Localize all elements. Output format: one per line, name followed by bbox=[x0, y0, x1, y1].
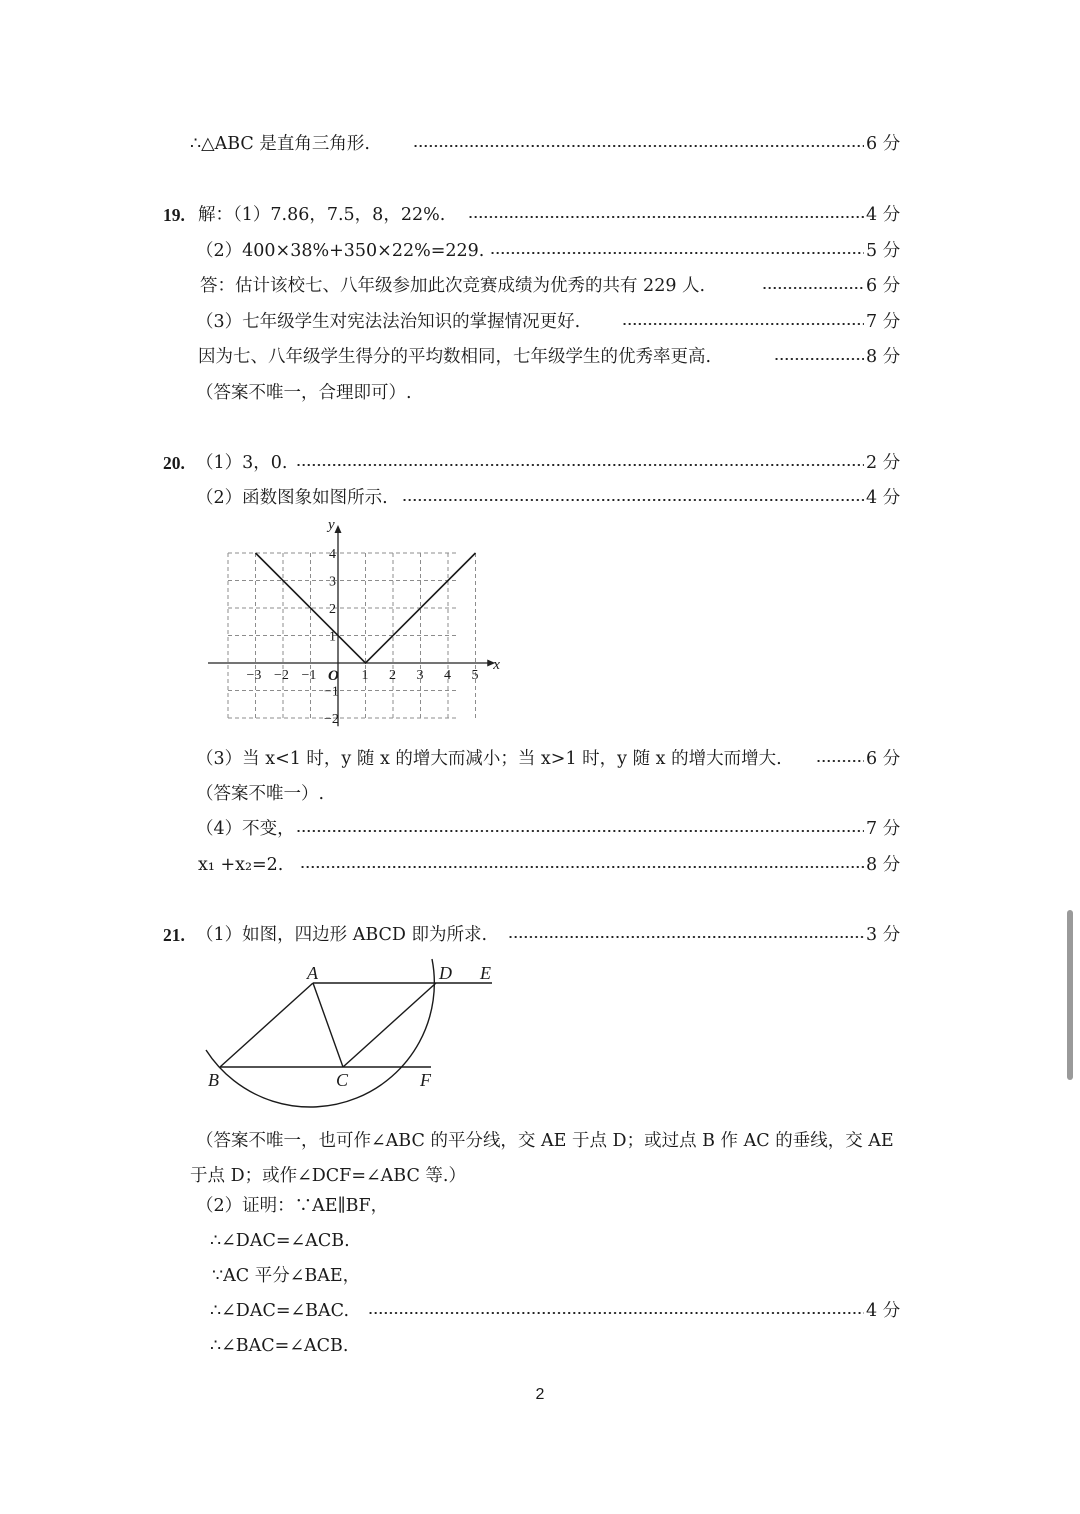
q20-note bbox=[0, 782, 1080, 806]
x-tick-label: 1 bbox=[361, 668, 369, 683]
q19-part1 bbox=[0, 203, 1080, 227]
score: 2 分 bbox=[866, 453, 901, 473]
answer-text: （1）如图，四边形 ABCD 即为所求. bbox=[196, 925, 488, 945]
x-tick-label: 5 bbox=[471, 668, 479, 683]
answer-text: （4）不变， bbox=[196, 819, 295, 839]
q21-step2 bbox=[0, 1264, 1080, 1288]
leader-dots bbox=[296, 825, 864, 837]
score: 4 分 bbox=[866, 488, 901, 508]
score: 6 分 bbox=[866, 749, 901, 769]
x-tick-label: 4 bbox=[444, 668, 451, 683]
y-tick-label: 4 bbox=[329, 547, 336, 562]
x-tick-label: −2 bbox=[274, 668, 289, 683]
leader-dots bbox=[816, 755, 864, 767]
q19-part2 bbox=[0, 239, 1080, 263]
score: 8 分 bbox=[866, 855, 901, 875]
question-number: 19. bbox=[163, 205, 185, 225]
conclusion-text: ∴△ABC 是直角三角形. bbox=[190, 134, 370, 154]
answer-text: （1）3，0. bbox=[196, 453, 288, 473]
leader-dots bbox=[402, 494, 864, 506]
q19-part3 bbox=[0, 310, 1080, 334]
y-axis-arrow bbox=[335, 525, 342, 533]
score: 6 分 bbox=[866, 276, 901, 296]
leader-dots bbox=[368, 1307, 864, 1319]
point-e-label: E bbox=[480, 963, 491, 983]
question-number: 20. bbox=[163, 453, 185, 473]
y-tick-label: 1 bbox=[329, 629, 336, 645]
tick-labels bbox=[247, 517, 501, 727]
q19-note bbox=[0, 381, 1080, 405]
q20-part3 bbox=[0, 747, 1080, 771]
point-b-label: B bbox=[208, 1070, 219, 1090]
x-axis-label: x bbox=[493, 657, 500, 673]
q20-part4 bbox=[0, 817, 1080, 841]
score: 4 分 bbox=[866, 205, 901, 225]
axes bbox=[208, 525, 495, 726]
q20-part1 bbox=[0, 451, 1080, 475]
leader-dots bbox=[300, 861, 864, 873]
x-tick-label: −3 bbox=[246, 668, 262, 683]
origin-label: O bbox=[328, 668, 339, 684]
score: 6 分 bbox=[866, 134, 901, 154]
question-number: 21. bbox=[163, 925, 185, 945]
x-tick-label: 2 bbox=[389, 668, 396, 683]
scrollbar[interactable] bbox=[1067, 910, 1073, 1080]
note-text: （答案不唯一，也可作∠ABC 的平分线，交 AE 于点 D；或过点 B 作 AC 的垂线，交 AE bbox=[196, 1131, 894, 1151]
point-c-label: C bbox=[336, 1070, 349, 1090]
leader-dots bbox=[622, 318, 864, 330]
note-text: 于点 D；或作∠DCF=∠ABC 等.） bbox=[190, 1166, 466, 1186]
proof-text: ∴∠DAC=∠ACB. bbox=[210, 1231, 350, 1251]
answer-text: 答：估计该校七、八年级参加此次竞赛成绩为优秀的共有 229 人. bbox=[200, 276, 706, 296]
answer-text: 因为七、八年级学生得分的平均数相同，七年级学生的优秀率更高. bbox=[198, 347, 712, 367]
q21-part2 bbox=[0, 1194, 1080, 1218]
score: 4 分 bbox=[866, 1301, 901, 1321]
q21-step1 bbox=[0, 1229, 1080, 1253]
proof-text: ∴∠DAC=∠BAC. bbox=[210, 1301, 350, 1321]
leader-dots bbox=[762, 282, 864, 294]
point-d-label: D bbox=[439, 963, 452, 983]
q20-sum bbox=[0, 853, 1080, 877]
q20-part2 bbox=[0, 486, 1080, 510]
score: 3 分 bbox=[866, 925, 901, 945]
proof-text: （2）证明：∵AE∥BF， bbox=[196, 1196, 389, 1216]
q19-answer bbox=[0, 274, 1080, 298]
note-text: （答案不唯一，合理即可）. bbox=[196, 383, 412, 403]
answer-text: （2）400×38%+350×22%=229. bbox=[196, 241, 485, 261]
score: 5 分 bbox=[866, 241, 901, 261]
line-conclusion-right-triangle bbox=[0, 132, 1080, 156]
leader-dots bbox=[490, 247, 864, 259]
leader-dots bbox=[774, 353, 864, 365]
answer-text: （3）当 x<1 时，y 随 x 的增大而减小；当 x>1 时，y 随 x 的增大而增大. bbox=[196, 749, 782, 769]
x-tick-label: −1 bbox=[301, 668, 317, 683]
y-axis-label: y bbox=[328, 517, 335, 533]
proof-text: ∴∠BAC=∠ACB. bbox=[210, 1336, 349, 1356]
answer-text: （3）七年级学生对宪法法治知识的掌握情况更好. bbox=[196, 312, 581, 332]
grid bbox=[228, 553, 476, 718]
leader-dots bbox=[296, 459, 864, 471]
construction-arc bbox=[206, 959, 434, 1107]
page-number: 2 bbox=[535, 1386, 545, 1403]
q21-step4 bbox=[0, 1334, 1080, 1358]
q21-part1 bbox=[0, 923, 1080, 947]
leader-dots bbox=[468, 211, 864, 223]
answer-text: 解：（1）7.86，7.5，8，22%. bbox=[198, 205, 446, 225]
score: 8 分 bbox=[866, 347, 901, 367]
y-tick-label: 3 bbox=[329, 574, 336, 590]
leader-dots bbox=[508, 931, 864, 943]
function-graph bbox=[200, 515, 500, 730]
x-tick-label: 3 bbox=[416, 668, 424, 683]
score: 7 分 bbox=[866, 819, 901, 839]
q21-note-line1 bbox=[0, 1129, 1080, 1153]
quadrilateral-figure bbox=[190, 955, 520, 1115]
y-tick-label: 2 bbox=[329, 602, 336, 617]
leader-dots bbox=[413, 140, 864, 152]
proof-text: ∵AC 平分∠BAE， bbox=[212, 1266, 361, 1286]
answer-text: （2）函数图象如图所示. bbox=[196, 488, 388, 508]
point-a-label: A bbox=[307, 963, 318, 983]
q21-note-line2 bbox=[0, 1164, 1080, 1188]
segment-ac bbox=[313, 983, 343, 1067]
y-tick-label: −2 bbox=[324, 712, 339, 727]
answer-text: x₁ +x₂=2. bbox=[198, 855, 284, 875]
segment-cd bbox=[343, 983, 436, 1067]
point-f-label: F bbox=[420, 1070, 431, 1090]
q21-step3 bbox=[0, 1299, 1080, 1323]
note-text: （答案不唯一）. bbox=[196, 784, 325, 804]
y-tick-label: −1 bbox=[324, 684, 339, 700]
q19-reason bbox=[0, 345, 1080, 369]
segment-ab bbox=[220, 983, 313, 1067]
score: 7 分 bbox=[866, 312, 901, 332]
